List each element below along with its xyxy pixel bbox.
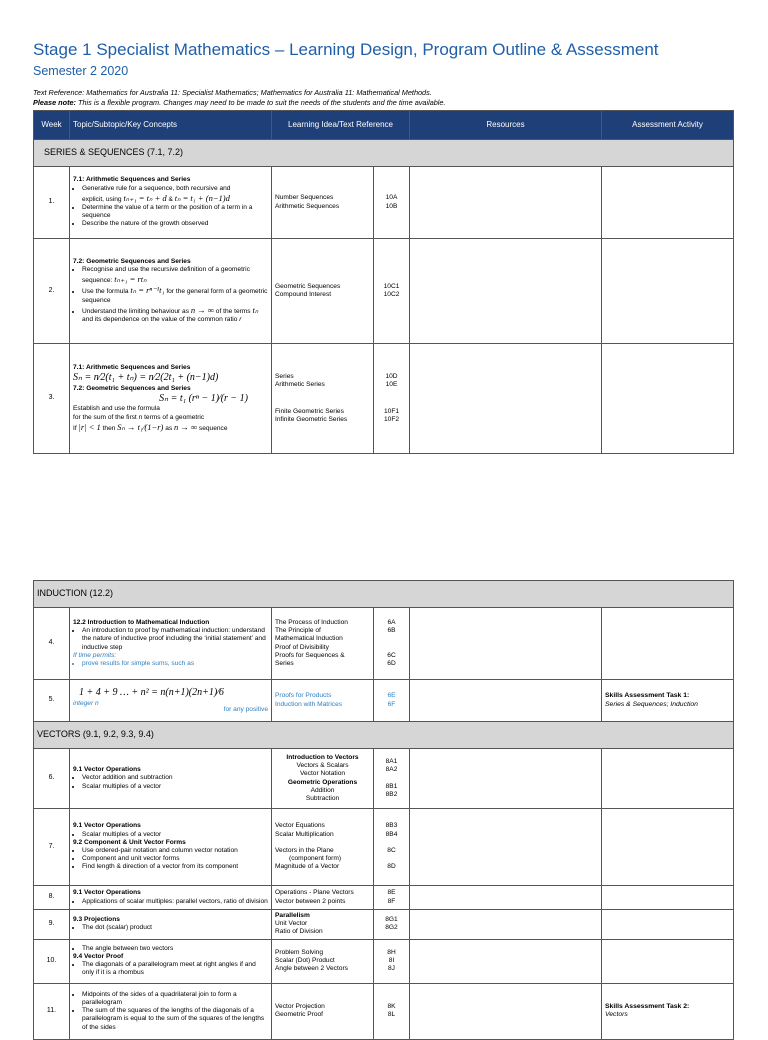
list-item: • prove results for simple sums, such as [82,660,268,668]
topic-cell [70,809,272,886]
learning-cell [272,910,374,940]
resources-cell [410,167,602,239]
week-cell: 9. [34,910,70,940]
table-row [34,344,734,454]
idea-text: Mathematical Induction [275,635,343,643]
topic-heading: 9.2 Component & Unit Vector Forms [73,838,186,846]
ref-text: 10C2 [383,291,400,298]
ref-text: 6C [387,651,396,659]
resources-cell [410,983,602,1039]
table-row [34,809,734,886]
table-row [34,910,734,940]
table-row [34,239,734,344]
ref-text: 8F [387,897,396,905]
ref-text: 6A [387,618,396,626]
table-row [34,886,734,910]
resources-cell [410,886,602,910]
list-item [82,185,268,204]
idea-text: Ratio of Division [275,928,323,936]
bullet-text: Use the formula [82,288,129,296]
semester-label: Semester 2 2020 [33,64,129,78]
body-text: Establish and use the formula [73,405,160,413]
bullet-text: explicit, using [82,195,122,203]
list-item: • Scalar multiples of a vector [82,831,268,839]
list-item: • Describe the nature of the growth observed [82,220,268,228]
section-row [34,722,734,749]
resources-cell [410,749,602,809]
ref-text: 8B3 [385,822,398,830]
week-cell: 4. [34,608,70,680]
formula: tₙ [252,304,259,315]
idea-heading: Parallelism [275,912,310,919]
idea-text: Vector Projection [275,1002,325,1010]
ref-cell [374,167,410,239]
program-table-series [33,110,734,454]
idea-text: Vector Notation [299,770,346,778]
ref-text: 8E [387,889,396,897]
ref-cell [374,939,410,983]
body-text: sequence [198,424,228,432]
idea-text: Addition [310,786,335,794]
topic-cell [70,344,272,454]
ref-cell [374,749,410,809]
table-row [34,983,734,1039]
topic-heading: 9.1 Vector Operations [73,766,141,774]
ref-cell [374,239,410,344]
learning-cell [272,344,374,454]
body-text: for the sum of the first n terms of a geometric [73,413,205,421]
week-cell: 3. [34,344,70,454]
ref-text: 10B [385,202,398,210]
list-item: • The angle between two vectors [82,945,268,953]
idea-heading: Geometric Operations [287,778,358,786]
formula: n → ∞ [190,304,214,315]
section-row [34,581,734,608]
list-item: • Use ordered-pair notation and column vector notation [82,847,268,855]
formula: Sₙ = n⁄2(t₁ + tₙ) = n⁄2(2t₁ + (n−1)d) [73,372,219,384]
bullet-text: Understand the limiting behaviour as [82,307,190,315]
list-item: • Applications of scalar multiples: parallel vectors, ratio of division [82,898,268,906]
col-resources: Resources [410,111,602,140]
idea-text: Finite Geometric Series [275,407,344,415]
ref-text: 8G1 [385,916,398,924]
learning-cell [272,939,374,983]
learning-cell [272,749,374,809]
bullet-text: & [168,195,173,203]
idea-text: Vector between 2 points [275,897,346,905]
bullet-text: r [239,316,242,324]
list-item: • The sum of the squares of the lengths of the diagonals of a parallelogram is equal to the sum of the squares of the lengths of the sides [82,1007,268,1032]
week-cell: 6. [34,749,70,809]
assessment-cell [602,983,734,1039]
ref-text: 10F1 [383,407,400,415]
if-time-label: If time permits: [73,651,117,659]
col-learning: Learning Idea/Text Reference [272,111,410,140]
idea-text: Subtraction [305,794,340,802]
idea-text: Infinite Geometric Series [275,415,348,423]
learning-cell [272,886,374,910]
list-item: • The diagonals of a parallelogram meet at right angles if and only if it is a rhombus [82,961,268,977]
list-item: • The dot (scalar) product [82,924,268,932]
list-item [82,285,268,304]
assessment-cell [602,680,734,722]
flexible-note [33,98,446,107]
ref-text: 10E [385,381,398,389]
assessment-title: Skills Assessment Task 1: [605,692,690,700]
idea-text: Vectors in the Plane [275,847,334,854]
list-item [82,305,268,324]
table-header [34,111,734,140]
topic-cell [70,608,272,680]
ref-cell [374,983,410,1039]
formula: Sₙ = t₁ (rⁿ − 1)⁄(r − 1) [159,392,248,404]
ref-text: 8L [387,1011,396,1019]
idea-text: Magnitude of a Vector [275,863,340,871]
idea-heading: Introduction to Vectors [286,753,359,761]
idea-text: Geometric Sequences [275,282,341,290]
learning-cell [272,983,374,1039]
col-assessment: Assessment Activity [602,111,734,140]
table-row [34,939,734,983]
table-row [34,749,734,809]
idea-text: Compound Interest [275,291,332,298]
idea-text: Induction with Matrices [275,700,343,708]
assessment-title: Skills Assessment Task 2: [605,1002,690,1010]
formula: 1 + 4 + 9 … + n² = n(n+1)(2n+1)⁄6 [79,687,224,699]
idea-text: Proof of Divisibility [275,643,329,651]
table-row [34,608,734,680]
topic-heading: 9.4 Vector Proof [73,952,124,960]
ref-cell [374,910,410,940]
ref-text: 6B [387,627,396,635]
topic-heading: 7.1: Arithmetic Sequences and Series [73,363,191,371]
assessment-cell [602,344,734,454]
idea-text: Vectors & Scalars [296,762,349,770]
formula: tₙ = rⁿ⁻¹t₁ [130,285,165,296]
ref-text: 8C [387,847,396,854]
body-text: If [73,424,77,432]
ref-text: 8B4 [385,830,398,838]
formula: Sₙ → t₁⁄(1−r) [117,421,164,432]
program-table-induction-vectors [33,580,734,1040]
topic-heading: 7.2: Geometric Sequences and Series [73,257,191,265]
ref-cell [374,809,410,886]
body-text: then [102,424,116,432]
list-item: • An introduction to proof by mathematical induction: understand the nature of inductive proof including the ‘initial statement’ and inductive step [82,627,268,652]
topic-cell [70,910,272,940]
assessment-cell [602,809,734,886]
topic-cell [70,167,272,239]
idea-text: Angle between 2 Vectors [275,965,348,973]
list-item: • Component and unit vector forms [82,855,268,863]
ref-text: 10C1 [383,282,400,290]
ref-text: 8B2 [385,790,398,798]
resources-cell [410,239,602,344]
page-title: Stage 1 Specialist Mathematics – Learning Design, Program Outline & Assessment [33,40,659,59]
ref-text: 8H [387,948,396,956]
week-cell: 5. [34,680,70,722]
formula: n → ∞ [174,421,198,432]
ref-text: 8K [387,1002,396,1010]
bullet-text: Generative rule for a sequence, both recursive and [82,184,231,192]
idea-text: Unit Vector [275,920,308,928]
ref-cell [374,344,410,454]
ref-text: 6E [387,692,396,700]
assessment-subtitle: Vectors [605,1011,628,1019]
assessment-cell [602,749,734,809]
list-item: • Midpoints of the sides of a quadrilateral join to form a parallelogram [82,991,268,1007]
learning-cell [272,809,374,886]
ref-text: 8G2 [385,924,398,932]
idea-text: Scalar (Dot) Product [275,957,335,965]
learning-cell [272,680,374,722]
week-cell: 11. [34,983,70,1039]
bullet-text: for the general form of a geometric sequence [82,288,268,304]
learning-cell [272,239,374,344]
list-item: • Vector addition and subtraction [82,774,268,782]
idea-text: Series [275,659,294,667]
week-cell: 8. [34,886,70,910]
idea-text: The Process of Induction [275,618,348,626]
formula: tₙ₊₁ = rtₙ [114,274,147,285]
idea-text: Vector Equations [275,822,325,830]
formula: tₙ₊₁ = tₙ + d [123,192,167,203]
body-text: integer n [73,699,99,707]
assessment-cell [602,608,734,680]
list-item: • Find length & direction of a vector from its component [82,863,268,871]
section-induction: INDUCTION (12.2) [34,581,734,608]
ref-text: 6D [387,659,396,667]
topic-cell [70,680,272,722]
resources-cell [410,680,602,722]
learning-cell [272,608,374,680]
idea-text: Proofs for Products [275,692,332,700]
topic-heading: 9.1 Vector Operations [73,822,141,830]
resources-cell [410,344,602,454]
topic-cell [70,886,272,910]
ref-cell [374,886,410,910]
idea-text: Series [275,373,294,381]
learning-cell [272,167,374,239]
list-item: • Determine the value of a term or the position of a term in a sequence [82,204,268,220]
idea-text: Geometric Proof [275,1011,324,1019]
table-row [34,167,734,239]
ref-text: 10F2 [383,415,400,423]
ref-text: 6F [387,700,396,708]
resources-cell [410,910,602,940]
idea-text: (component form) [289,855,342,863]
week-cell: 10. [34,939,70,983]
section-row [34,140,734,167]
ref-cell [374,680,410,722]
list-item: • Scalar multiples of a vector [82,783,268,791]
assessment-cell [602,939,734,983]
bullet-text: of the terms [215,307,251,315]
note-text: This is a flexible program. Changes may need to be made to suit the needs of the students and the time available. [76,98,446,107]
col-week: Week [34,111,70,140]
ref-text: 10D [385,373,398,381]
resources-cell [410,939,602,983]
topic-cell [70,983,272,1039]
assessment-subtitle: Series & Sequences; Induction [605,700,698,708]
list-item [82,266,268,285]
table-row [34,680,734,722]
section-series: SERIES & SEQUENCES (7.1, 7.2) [34,140,734,167]
ref-text: 8A1 [385,757,398,765]
idea-text: Number Sequences [275,194,334,202]
resources-cell [410,809,602,886]
topic-cell [70,749,272,809]
idea-text: The Principle of [275,627,321,635]
formula: |r| < 1 [78,421,101,432]
ref-text: 8B1 [385,782,398,790]
topic-cell [70,939,272,983]
idea-text: Arithmetic Sequences [275,202,340,210]
body-text: for any positive [223,705,268,713]
topic-heading: 9.1 Vector Operations [73,889,141,897]
assessment-cell [602,910,734,940]
idea-text: Proofs for Sequences & [275,651,345,659]
ref-text: 8A2 [385,766,398,774]
topic-heading: 7.2: Geometric Sequences and Series [73,384,191,392]
bullet-text: and its dependence on the value of the common ratio [82,316,238,324]
week-cell: 7. [34,809,70,886]
bullet-text: Recognise and use the recursive definition of a geometric sequence: [82,265,250,285]
topic-heading: 7.1: Arithmetic Sequences and Series [73,176,191,184]
formula: tₙ = t₁ + (n−1)d [174,192,230,203]
topic-cell [70,239,272,344]
ref-text: 10A [385,194,398,202]
idea-text: Arithmetic Series [275,381,325,389]
section-vectors: VECTORS (9.1, 9.2, 9.3, 9.4) [34,722,734,749]
assessment-cell [602,886,734,910]
ref-text: 8J [388,965,395,973]
assessment-cell [602,167,734,239]
idea-text: Problem Solving [275,948,324,956]
resources-cell [410,608,602,680]
ref-cell [374,608,410,680]
week-cell: 2. [34,239,70,344]
week-cell: 1. [34,167,70,239]
col-topic: Topic/Subtopic/Key Concepts [70,111,272,140]
topic-heading: 12.2 Introduction to Mathematical Induction [73,618,210,626]
idea-text: Operations - Plane Vectors [275,889,354,897]
note-label: Please note: [33,98,76,107]
idea-text: Scalar Multiplication [275,830,334,838]
text-reference: Text Reference: Mathematics for Australia 11: Specialist Mathematics; Mathematics for Australia 11: Mathematical Methods. [33,88,432,97]
assessment-cell [602,239,734,344]
body-text: as [165,424,173,432]
topic-heading: 9.3 Projections [73,916,120,924]
ref-text: 8D [387,863,396,871]
ref-text: 8I [388,957,395,965]
